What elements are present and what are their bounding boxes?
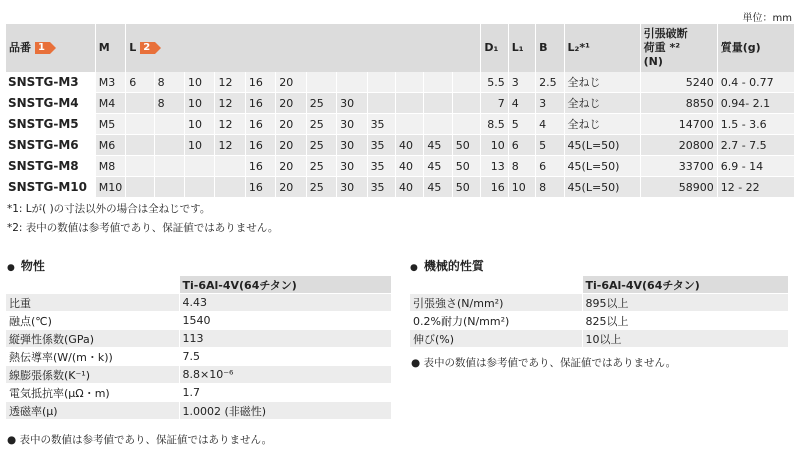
length-value: 16 bbox=[245, 72, 275, 93]
thread-size: M8 bbox=[95, 156, 125, 177]
length-value: 30 bbox=[337, 93, 367, 114]
header-m: M bbox=[95, 24, 125, 72]
length-value bbox=[424, 114, 452, 135]
b-value: 5 bbox=[536, 135, 564, 156]
mechanical-row bbox=[410, 312, 788, 330]
length-value: 25 bbox=[306, 93, 336, 114]
length-value bbox=[126, 93, 154, 114]
length-value bbox=[154, 177, 184, 198]
l1-value: 6 bbox=[508, 135, 535, 156]
breaking-load-value: 20800 bbox=[640, 135, 717, 156]
length-value: 10 bbox=[185, 72, 215, 93]
mechanical-label: 0.2%耐力(N/mm²) bbox=[410, 312, 582, 330]
length-value: 35 bbox=[367, 135, 395, 156]
spec-row bbox=[6, 135, 795, 156]
spec-row bbox=[6, 114, 795, 135]
spec-row bbox=[6, 177, 795, 198]
physical-row bbox=[6, 366, 391, 384]
length-value: 25 bbox=[306, 135, 336, 156]
length-value: 45 bbox=[424, 177, 452, 198]
mechanical-note: ● 表中の数値は参考値であり、保証値ではありません。 bbox=[411, 357, 677, 369]
d1-value: 8.5 bbox=[481, 114, 508, 135]
physical-value: 7.5 bbox=[179, 348, 391, 366]
length-value: 10 bbox=[185, 135, 215, 156]
length-value bbox=[126, 177, 154, 198]
physical-value: 113 bbox=[179, 330, 391, 348]
length-value: 35 bbox=[367, 156, 395, 177]
physical-label: 縦弾性係数(GPa) bbox=[6, 330, 179, 348]
length-value bbox=[452, 72, 481, 93]
l1-value: 3 bbox=[508, 72, 535, 93]
length-value: 35 bbox=[367, 177, 395, 198]
length-value bbox=[215, 177, 245, 198]
breaking-load-value: 8850 bbox=[640, 93, 717, 114]
length-value: 20 bbox=[276, 93, 306, 114]
length-value: 40 bbox=[395, 156, 423, 177]
length-value bbox=[395, 114, 423, 135]
mechanical-label: 伸び(%) bbox=[410, 330, 582, 348]
l1-value: 10 bbox=[508, 177, 535, 198]
physical-label: 比重 bbox=[6, 294, 179, 312]
length-value bbox=[215, 156, 245, 177]
part-number: SNSTG-M8 bbox=[6, 156, 95, 177]
b-value: 2.5 bbox=[536, 72, 564, 93]
length-value: 20 bbox=[276, 135, 306, 156]
length-value: 20 bbox=[276, 156, 306, 177]
l1-value: 5 bbox=[508, 114, 535, 135]
length-value bbox=[424, 72, 452, 93]
length-value bbox=[424, 93, 452, 114]
length-value: 20 bbox=[276, 72, 306, 93]
length-value: 30 bbox=[337, 177, 367, 198]
length-value bbox=[337, 72, 367, 93]
spec-table bbox=[6, 24, 795, 198]
d1-value: 7 bbox=[481, 93, 508, 114]
spec-row bbox=[6, 156, 795, 177]
mass-value: 1.5 - 3.6 bbox=[717, 114, 794, 135]
unit-label: 単位：mm bbox=[742, 13, 792, 24]
length-value: 25 bbox=[306, 114, 336, 135]
physical-row bbox=[6, 330, 391, 348]
header-l1: L₁ bbox=[508, 24, 535, 72]
part-number: SNSTG-M10 bbox=[6, 177, 95, 198]
length-value bbox=[154, 156, 184, 177]
mass-value: 6.9 - 14 bbox=[717, 156, 794, 177]
breaking-load-value: 14700 bbox=[640, 114, 717, 135]
length-value: 16 bbox=[245, 93, 275, 114]
thread-size: M3 bbox=[95, 72, 125, 93]
part-number: SNSTG-M3 bbox=[6, 72, 95, 93]
part-number: SNSTG-M6 bbox=[6, 135, 95, 156]
physical-header-row bbox=[6, 276, 391, 294]
header-mass: 質量(g) bbox=[717, 24, 794, 72]
length-value: 45 bbox=[424, 135, 452, 156]
physical-value: 1.7 bbox=[179, 384, 391, 402]
physical-label: 熱伝導率(W/(m・k)) bbox=[6, 348, 179, 366]
mechanical-row bbox=[410, 330, 788, 348]
length-value: 30 bbox=[337, 135, 367, 156]
physical-label: 電気抵抗率(μΩ・m) bbox=[6, 384, 179, 402]
b-value: 8 bbox=[536, 177, 564, 198]
length-value: 25 bbox=[306, 177, 336, 198]
spec-header-row bbox=[6, 24, 795, 72]
header-b: B bbox=[536, 24, 564, 72]
mass-value: 12 - 22 bbox=[717, 177, 794, 198]
physical-row bbox=[6, 402, 391, 420]
b-value: 4 bbox=[536, 114, 564, 135]
length-value: 12 bbox=[215, 114, 245, 135]
mechanical-table bbox=[410, 276, 789, 348]
mechanical-value: 10以上 bbox=[582, 330, 788, 348]
length-value: 40 bbox=[395, 177, 423, 198]
part-number: SNSTG-M5 bbox=[6, 114, 95, 135]
mass-value: 2.7 - 7.5 bbox=[717, 135, 794, 156]
b-value: 6 bbox=[536, 156, 564, 177]
physical-label: 線膨張係数(K⁻¹) bbox=[6, 366, 179, 384]
length-value bbox=[306, 72, 336, 93]
thread-size: M5 bbox=[95, 114, 125, 135]
physical-value: 8.8×10⁻⁶ bbox=[179, 366, 391, 384]
part-number: SNSTG-M4 bbox=[6, 93, 95, 114]
d1-value: 5.5 bbox=[481, 72, 508, 93]
length-value bbox=[126, 156, 154, 177]
breaking-load-value: 58900 bbox=[640, 177, 717, 198]
length-value bbox=[395, 93, 423, 114]
physical-row bbox=[6, 384, 391, 402]
length-value: 12 bbox=[215, 93, 245, 114]
physical-value: 4.43 bbox=[179, 294, 391, 312]
length-value bbox=[126, 135, 154, 156]
length-value bbox=[185, 156, 215, 177]
footnote-1: *1: Lが( )の寸法以外の場合は全ねじです。 bbox=[7, 203, 211, 215]
mass-value: 0.4 - 0.77 bbox=[717, 72, 794, 93]
length-value bbox=[154, 135, 184, 156]
length-value: 25 bbox=[306, 156, 336, 177]
mechanical-header-row bbox=[410, 276, 788, 294]
thread-size: M4 bbox=[95, 93, 125, 114]
l1-value: 4 bbox=[508, 93, 535, 114]
header-strength: 引張破断 荷重 *² (N) bbox=[640, 24, 717, 72]
physical-value: 1.0002 (非磁性) bbox=[179, 402, 391, 420]
header-l: L 2 bbox=[126, 24, 481, 72]
length-value: 35 bbox=[367, 114, 395, 135]
length-value bbox=[452, 114, 481, 135]
length-value: 40 bbox=[395, 135, 423, 156]
mechanical-material: Ti-6Al-4V(64チタン) bbox=[582, 276, 788, 294]
length-value bbox=[185, 177, 215, 198]
length-value: 16 bbox=[245, 135, 275, 156]
l2-value: 全ねじ bbox=[564, 93, 640, 114]
footnote-2: *2: 表中の数値は参考値であり、保証値ではありません。 bbox=[7, 222, 279, 234]
length-value: 10 bbox=[185, 114, 215, 135]
spec-row bbox=[6, 93, 795, 114]
physical-row bbox=[6, 348, 391, 366]
length-value: 6 bbox=[126, 72, 154, 93]
physical-note: ● 表中の数値は参考値であり、保証値ではありません。 bbox=[7, 434, 273, 446]
l2-value: 全ねじ bbox=[564, 114, 640, 135]
physical-section-title: ● 物性 bbox=[7, 259, 45, 273]
mechanical-row bbox=[410, 294, 788, 312]
length-value: 16 bbox=[245, 114, 275, 135]
length-value: 20 bbox=[276, 114, 306, 135]
length-value: 30 bbox=[337, 114, 367, 135]
physical-material: Ti-6Al-4V(64チタン) bbox=[179, 276, 391, 294]
length-value: 50 bbox=[452, 135, 481, 156]
header-l2: L₂*¹ bbox=[564, 24, 640, 72]
length-value bbox=[367, 93, 395, 114]
breaking-load-value: 33700 bbox=[640, 156, 717, 177]
physical-row bbox=[6, 312, 391, 330]
thread-size: M6 bbox=[95, 135, 125, 156]
physical-table bbox=[6, 276, 392, 420]
d1-value: 10 bbox=[481, 135, 508, 156]
length-value bbox=[154, 114, 184, 135]
header-d1: D₁ bbox=[481, 24, 508, 72]
mechanical-label: 引張強さ(N/mm²) bbox=[410, 294, 582, 312]
physical-label: 透磁率(μ) bbox=[6, 402, 179, 420]
l2-value: 45(L=50) bbox=[564, 156, 640, 177]
length-value: 8 bbox=[154, 93, 184, 114]
d1-value: 13 bbox=[481, 156, 508, 177]
physical-value: 1540 bbox=[179, 312, 391, 330]
l2-value: 45(L=50) bbox=[564, 135, 640, 156]
length-value: 16 bbox=[245, 156, 275, 177]
length-value bbox=[367, 72, 395, 93]
breaking-load-value: 5240 bbox=[640, 72, 717, 93]
length-value: 20 bbox=[276, 177, 306, 198]
note-badge-1: 1 bbox=[35, 42, 50, 54]
thread-size: M10 bbox=[95, 177, 125, 198]
length-value: 16 bbox=[245, 177, 275, 198]
length-value bbox=[452, 93, 481, 114]
length-value bbox=[126, 114, 154, 135]
l1-value: 8 bbox=[508, 156, 535, 177]
length-value: 50 bbox=[452, 156, 481, 177]
l2-value: 全ねじ bbox=[564, 72, 640, 93]
mechanical-value: 895以上 bbox=[582, 294, 788, 312]
length-value: 30 bbox=[337, 156, 367, 177]
length-value bbox=[395, 72, 423, 93]
header-part-number: 品番 1 bbox=[6, 24, 95, 72]
d1-value: 16 bbox=[481, 177, 508, 198]
physical-label: 融点(℃) bbox=[6, 312, 179, 330]
mechanical-section-title: ● 機械的性質 bbox=[410, 259, 484, 273]
length-value: 10 bbox=[185, 93, 215, 114]
mass-value: 0.94- 2.1 bbox=[717, 93, 794, 114]
mechanical-value: 825以上 bbox=[582, 312, 788, 330]
physical-row bbox=[6, 294, 391, 312]
length-value: 12 bbox=[215, 72, 245, 93]
length-value: 8 bbox=[154, 72, 184, 93]
spec-row bbox=[6, 72, 795, 93]
l2-value: 45(L=50) bbox=[564, 177, 640, 198]
length-value: 12 bbox=[215, 135, 245, 156]
b-value: 3 bbox=[536, 93, 564, 114]
note-badge-2: 2 bbox=[140, 42, 155, 54]
length-value: 45 bbox=[424, 156, 452, 177]
length-value: 50 bbox=[452, 177, 481, 198]
